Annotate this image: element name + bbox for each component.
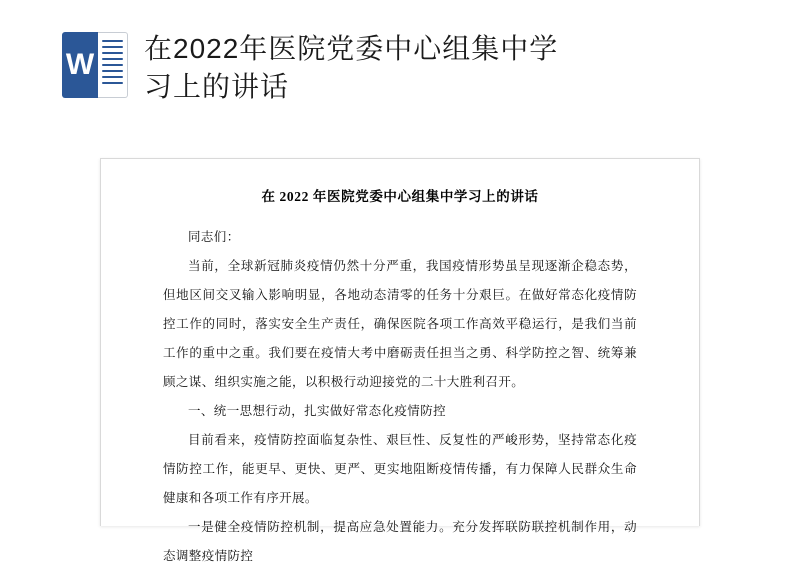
word-icon-letter: W (65, 48, 95, 81)
document-paragraph: 一是健全疫情防控机制，提高应急处置能力。充分发挥联防联控机制作用，动态调整疫情防控 (163, 520, 637, 563)
document-salutation: 同志们： (188, 230, 240, 244)
document-page-preview (100, 158, 700, 563)
word-icon-text-lines (102, 40, 123, 90)
document-heading: 在 2022 年医院党委中心组集中学习上的讲话 (261, 189, 539, 204)
document-page-content (101, 159, 699, 571)
document-paragraph: 目前看来，疫情防控面临复杂性、艰巨性、反复性的严峻形势，坚持常态化疫情防控工作，能更早、更快、更严、更实地阻断疫情传播，有力保障人民群众生命健康和各项工作有序开展。 (163, 433, 637, 505)
document-paragraph: 当前，全球新冠肺炎疫情仍然十分严重，我国疫情形势虽呈现逐渐企稳态势，但地区间交叉输入影响明显，各地动态清零的任务十分艰巨。在做好常态化疫情防控工作的同时，落实安全生产责任，确保医院各项工作高效平稳运行，是我们当前工作的重中之重。我们要在疫情大考中磨砺责任担当之勇、科学防控之智、统筹兼顾之谋、组织实施之能，以积极行动迎接党的二十大胜利召开。 (163, 259, 637, 389)
document-paragraph: 一、统一思想行动，扎实做好常态化疫情防控 (188, 404, 447, 418)
document-header (0, 0, 800, 110)
word-document-icon (62, 32, 128, 98)
page-title: 在2022年医院党委中心组集中学习上的讲话 (144, 33, 559, 102)
